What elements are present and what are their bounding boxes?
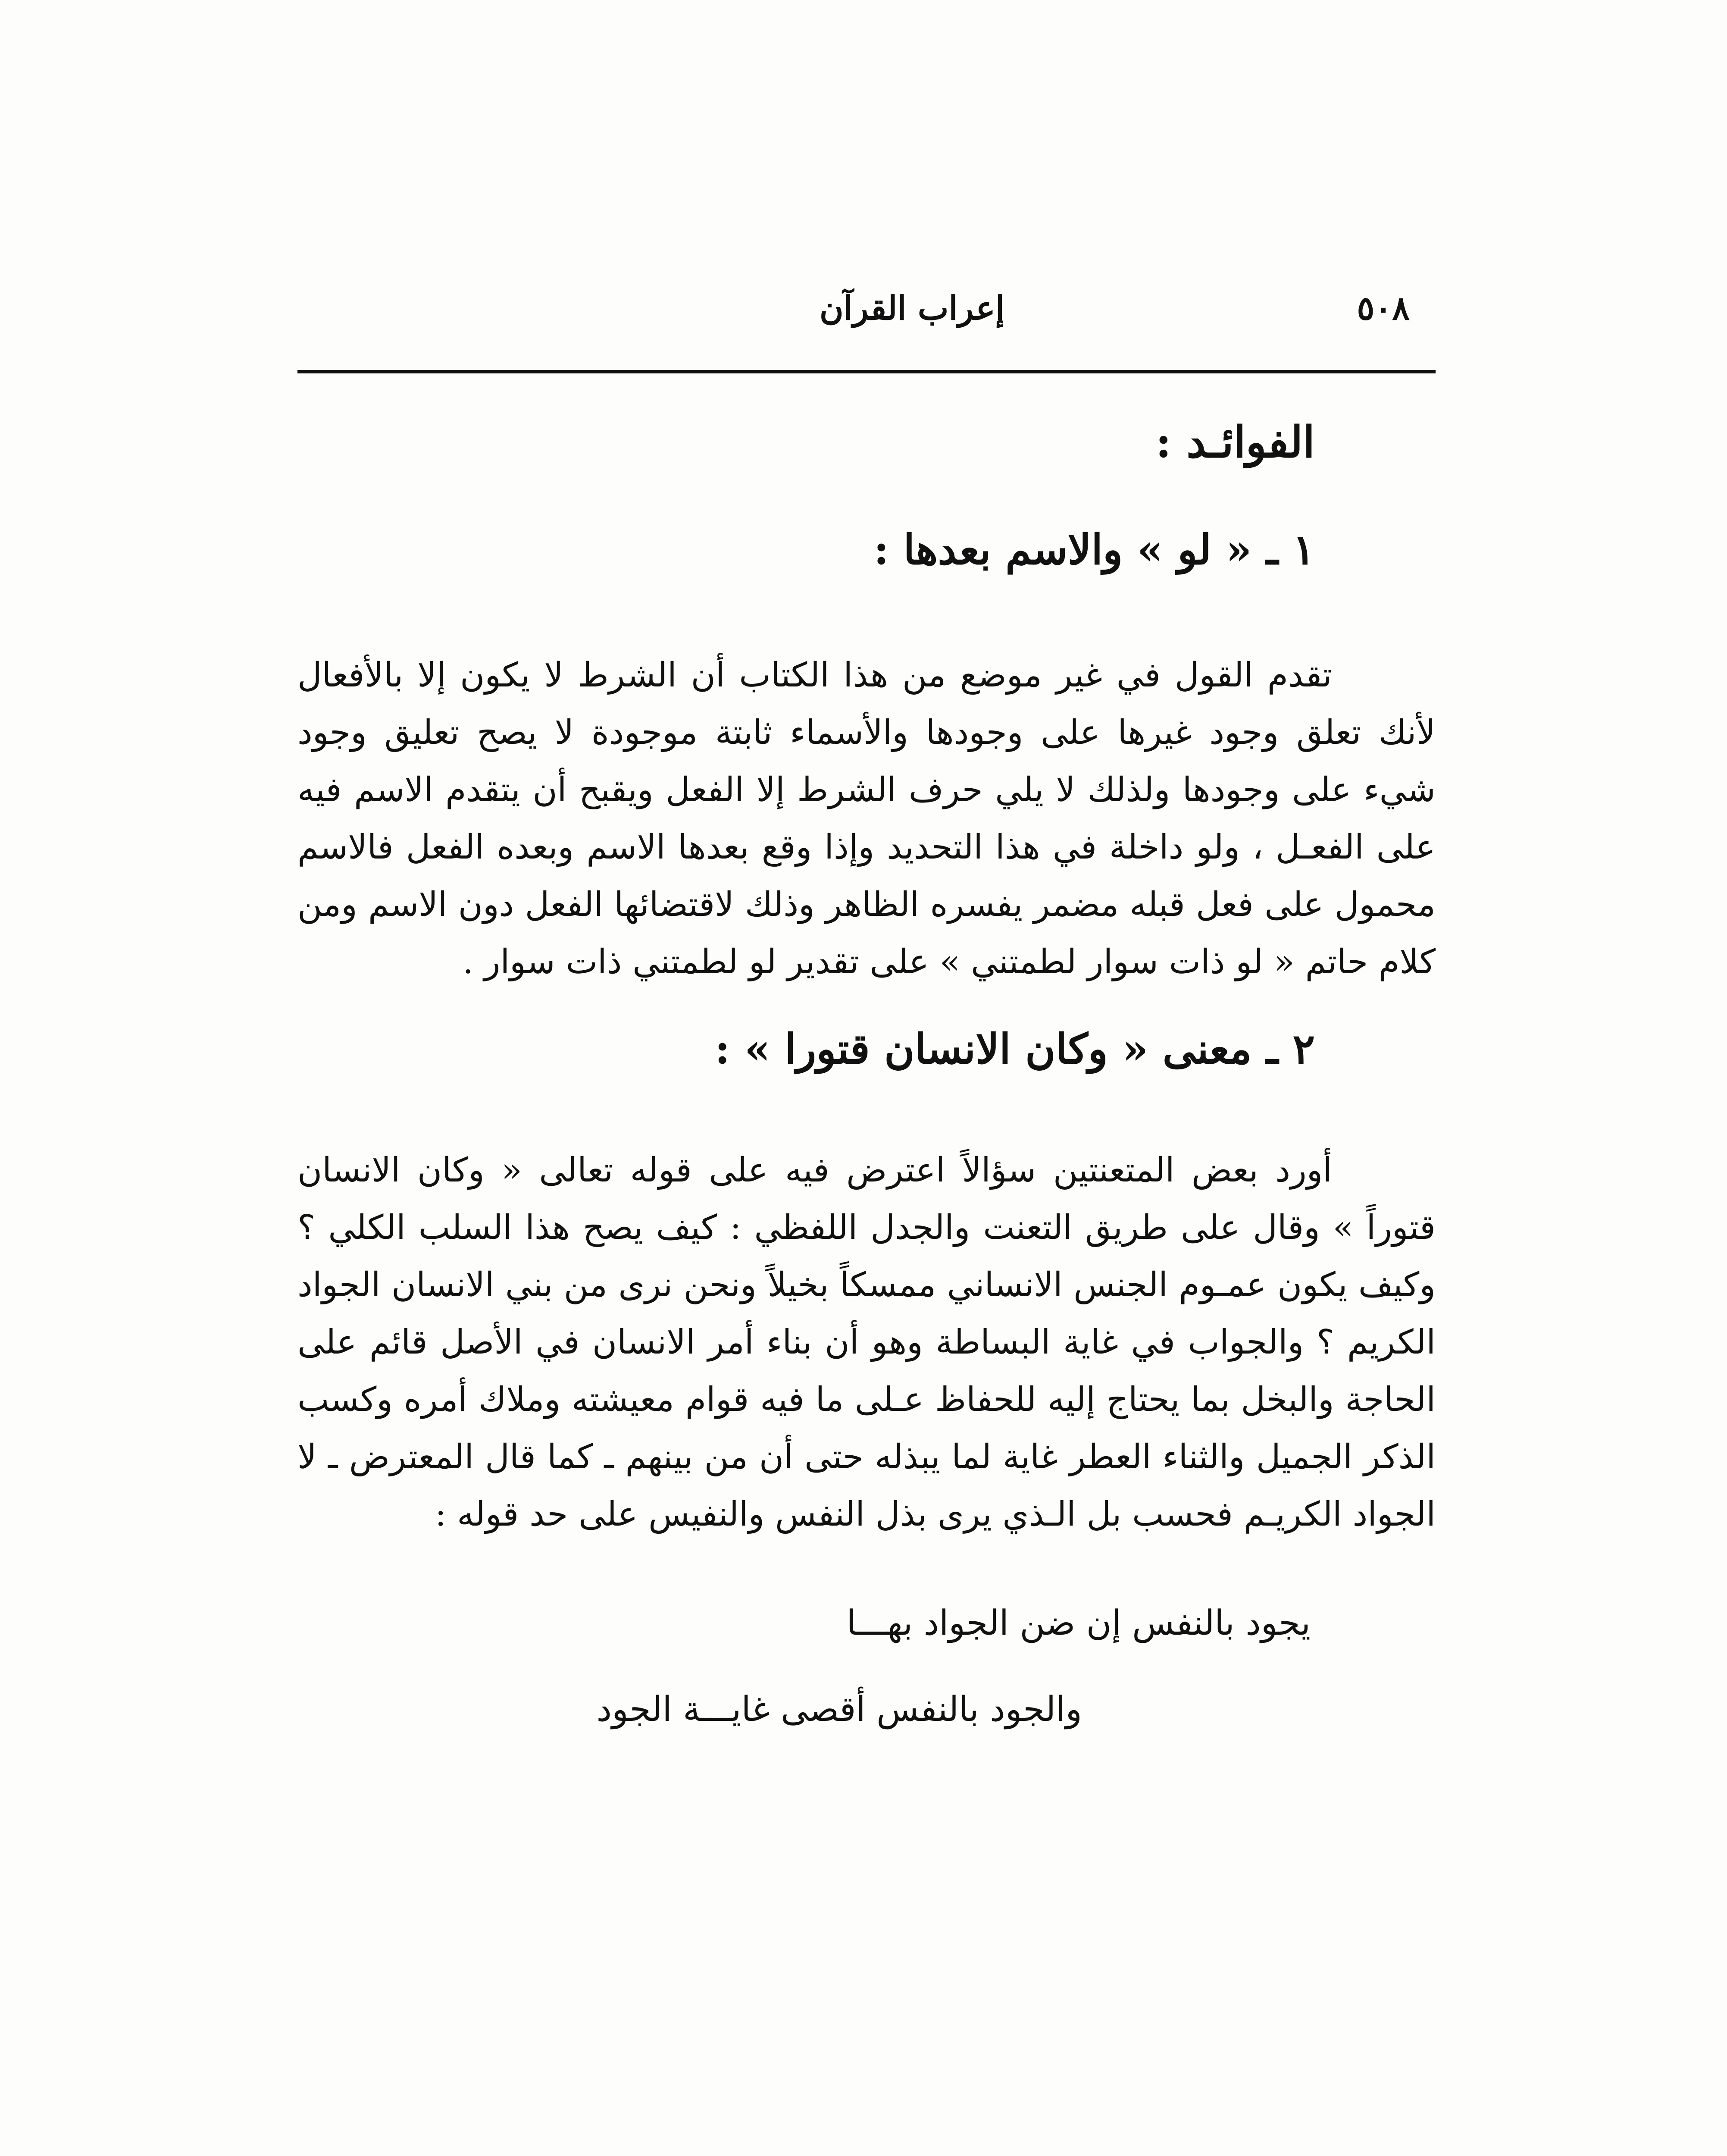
verse-line-2: والجود بالنفس أقصى غايـــة الجود (596, 1689, 1082, 1729)
page-content (297, 410, 1436, 1737)
verse-line-1: يجود بالنفس إن ضن الجواد بهـــا (846, 1603, 1311, 1643)
page-header (297, 276, 1436, 341)
section-heading-1: ١ ـ « لو » والاسم بعدها : (873, 525, 1315, 574)
section-heading-2: ٢ ـ معنى « وكان الانسان قتورا » : (714, 1025, 1315, 1073)
running-title: إعراب القرآن (819, 289, 1004, 327)
section-title: الفوائـد : (1155, 417, 1315, 467)
page-number: ٥٠٨ (1357, 289, 1410, 327)
paragraph-2: أورد بعض المتعنتين سؤالاً اعترض فيه على قوله تعالى « وكان الانسان قتوراً » وقال على طريق التعنت والجدل اللفظي : كيف يصح هذا السلب الكلي ؟ وكيف يكون عمـوم الجنس الانساني ممسكاً بخيلاً ونحن نرى من بني الانسان الجواد الكريم ؟ والجواب في غاية البساطة وهو أن بناء أمر الانسان في الأصل قائم على الحاجة والبخل بما يحتاج إليه للحفاظ عـلى ما فيه قوام معيشته وملاك أمره وكسب الذكر الجميل والثناء العطر غاية لما يبذله حتى أن من بينهم ـ كما قال المعترض ـ لا الجواد الكريـم فحسب بل الـذي يرى بذل النفس والنفيس على حد قوله : (297, 1151, 1436, 1534)
header-rule (297, 370, 1436, 373)
paragraph-1: تقدم القول في غير موضع من هذا الكتاب أن الشرط لا يكون إلا بالأفعال لأنك تعلق وجود غيرها على وجودها والأسماء ثابتة موجودة لا يصح تعليق وجود شيء على وجودها ولذلك لا يلي حرف الشرط إلا الفعل ويقبح أن يتقدم الاسم فيه على الفعـل ، ولو داخلة في هذا التحديد وإذا وقع بعدها الاسم وبعده الفعل فالاسم محمول على فعل قبله مضمر يفسره الظاهر وذلك لاقتضائها الفعل دون الاسم ومن كلام حاتم « لو ذات سوار لطمتني » على تقدير لو لطمتني ذات سوار . (297, 656, 1436, 981)
